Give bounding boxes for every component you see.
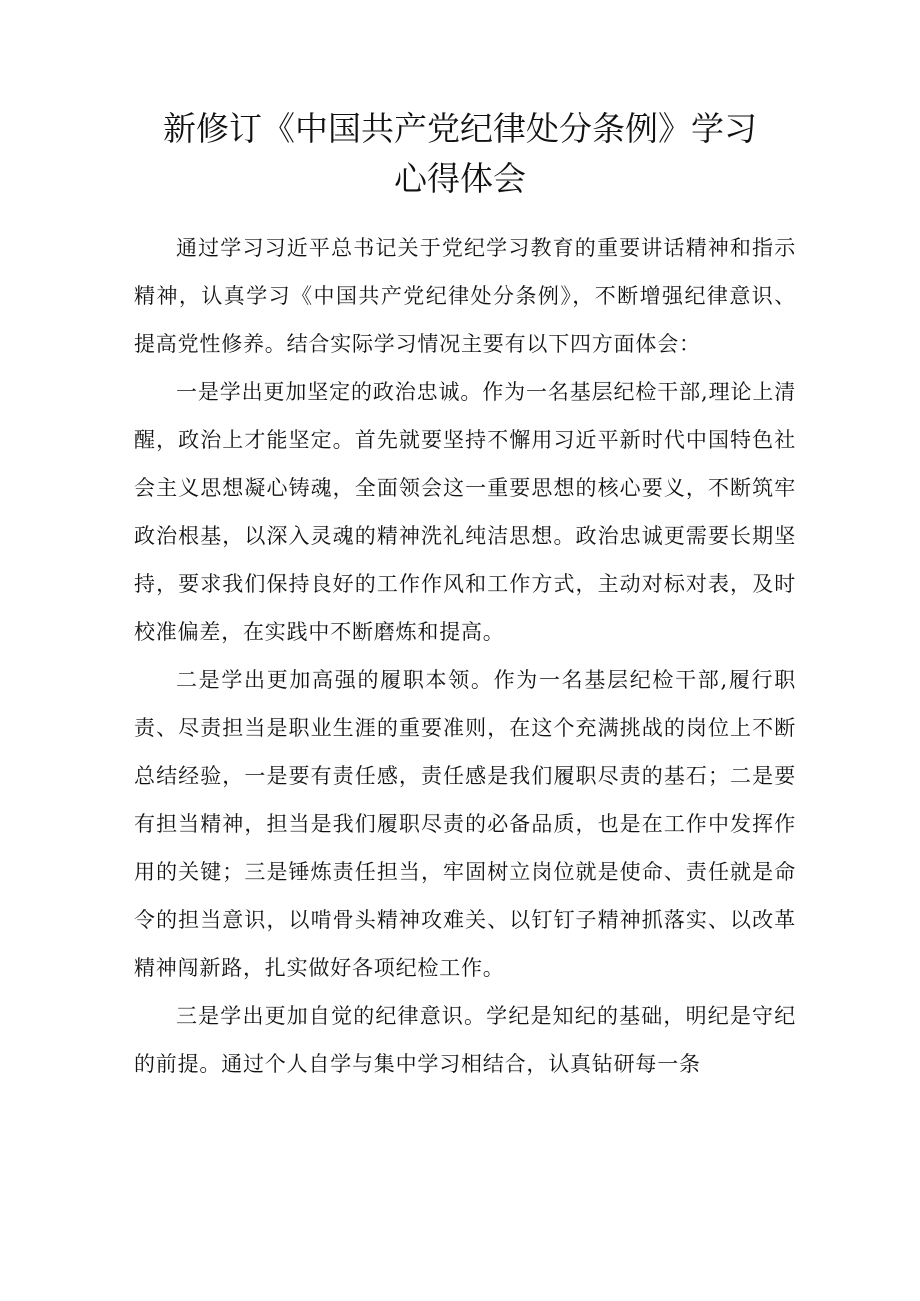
title-line-1: 新修订《中国共产党纪律处分条例》学习 [163, 109, 757, 148]
title-line-2: 心得体会 [394, 159, 526, 198]
paragraph-intro: 通过学习习近平总书记关于党纪学习教育的重要讲话精神和指示精神，认真学习《中国共产党纪律处分条例》，不断增强纪律意识、提高党性修养。结合实际学习情况主要有以下四方面体会： [134, 236, 796, 356]
page-title [120, 104, 800, 204]
paragraph-point-3: 三是学出更加自觉的纪律意识。学纪是知纪的基础，明纪是守纪的前提。通过个人自学与集中学习相结合，认真钻研每一条 [134, 1004, 796, 1076]
paragraph-point-2: 二是学出更加高强的履职本领。作为一名基层纪检干部,履行职责、尽责担当是职业生涯的重要准则，在这个充满挑战的岗位上不断总结经验，一是要有责任感，责任感是我们履职尽责的基石；二是要有担当精神，担当是我们履职尽责的必备品质，也是在工作中发挥作用的关键；三是锤炼责任担当，牢固树立岗位就是使命、责任就是命令的担当意识，以啃骨头精神攻难关、以钉钉子精神抓落实、以改革精神闯新路，扎实做好各项纪检工作。 [134, 668, 796, 980]
paragraph-point-1: 一是学出更加坚定的政治忠诚。作为一名基层纪检干部,理论上清醒，政治上才能坚定。首先就要坚持不懈用习近平新时代中国特色社会主义思想凝心铸魂，全面领会这一重要思想的核心要义，不断筑牢政治根基，以深入灵魂的精神洗礼纯洁思想。政治忠诚更需要长期坚持，要求我们保持良好的工作作风和工作方式，主动对标对表，及时校准偏差，在实践中不断磨炼和提高。 [134, 380, 796, 644]
document-body [134, 224, 796, 1088]
